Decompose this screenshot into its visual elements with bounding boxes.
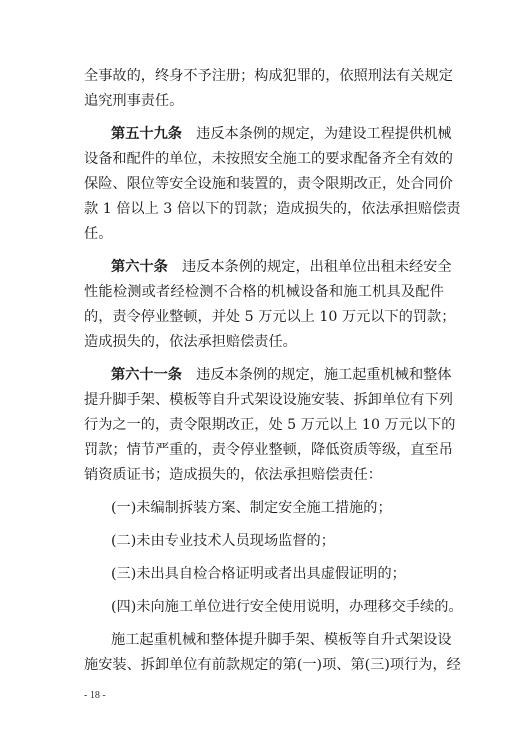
text-line: 设备和配件的单位，未按照安全施工的要求配备齐全有效的 <box>84 151 453 167</box>
text-line: 施安装、拆卸单位有前款规定的第(一)项、第(三)项行为，经 <box>84 657 461 673</box>
article-60-heading-line: 第六十条 违反本条例的规定，出租单位出租未经安全 <box>111 259 452 275</box>
list-item: (二)未由专业技术人员现场监督的； <box>111 533 335 549</box>
text-line: 款 1 倍以上 3 倍以下的罚款；造成损失的，依法承担赔偿责 <box>84 201 461 217</box>
text-line: 行为之一的，责令限期改正，处 5 万元以上 10 万元以下的 <box>84 417 456 433</box>
article-number: 第六十一条 <box>111 367 182 383</box>
text-line: 全事故的，终身不予注册；构成犯罪的，依照刑法有关规定 <box>84 68 453 84</box>
text-line: 提升脚手架、模板等自升式架设设施安装、拆卸单位有下列 <box>84 392 453 408</box>
text-line: 罚款；情节严重的，责令停业整顿，降低资质等级，直至吊 <box>84 442 453 458</box>
article-number: 第六十条 <box>111 259 168 275</box>
article-59-heading-line: 第五十九条 违反本条例的规定，为建设工程提供机械 <box>111 126 452 142</box>
text-line: 的，责令停业整顿，并处 5 万元以上 10 万元以下的罚款； <box>84 309 456 325</box>
text-line: 性能检测或者经检测不合格的机械设备和施工机具及配件 <box>84 284 444 300</box>
text-line: 施工起重机械和整体提升脚手架、模板等自升式架设设 <box>111 632 452 648</box>
article-61-heading-line: 第六十一条 违反本条例的规定，施工起重机械和整体 <box>111 367 452 383</box>
text-line: 任。 <box>84 226 113 242</box>
text-line: 销资质证书；造成损失的，依法承担赔偿责任： <box>84 467 382 483</box>
list-item: (四)未向施工单位进行安全使用说明，办理移交手续的。 <box>111 599 463 615</box>
text-line: 保险、限位等安全设施和装置的，责令限期改正，处合同价 <box>84 176 453 192</box>
list-item: (一)未编制拆装方案、制定安全施工措施的； <box>111 500 392 516</box>
text-line: 造成损失的，依法承担赔偿责任。 <box>84 334 297 350</box>
page-number: - 18 - <box>84 690 106 701</box>
text-line: 追究刑事责任。 <box>84 93 184 109</box>
article-number: 第五十九条 <box>111 126 182 142</box>
list-item: (三)未出具自检合格证明或者出具虚假证明的； <box>111 566 406 582</box>
